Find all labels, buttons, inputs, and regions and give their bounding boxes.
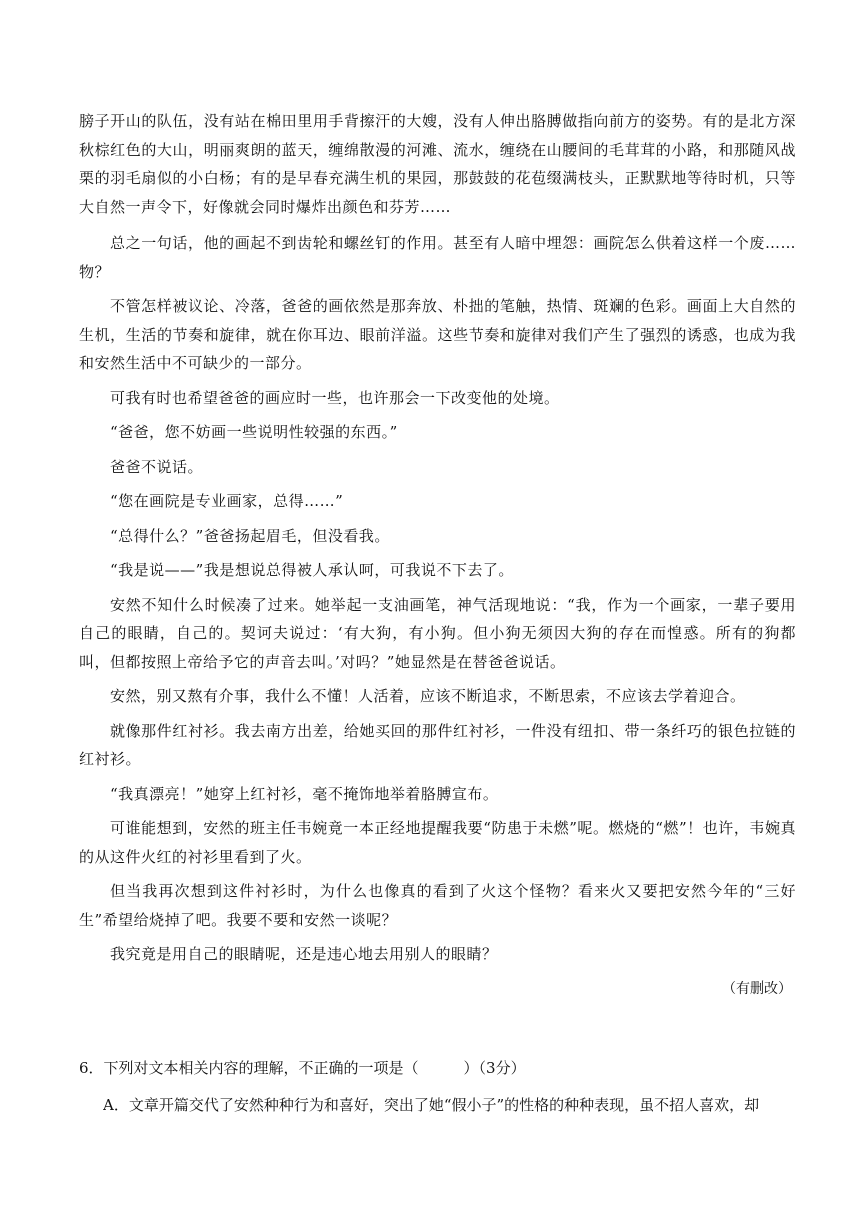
paragraph: 安然，别又熬有介事，我什么不懂！人活着，应该不断追求，不断思索，不应该去学着迎合。 [110,687,746,705]
source-note: （有删改） [722,980,792,997]
paragraph: “总得什么？”爸爸扬起眉毛，但没看我。 [110,526,390,545]
paragraph: 可我有时也希望爸爸的画应时一些，也许那会一下改变他的处境。 [110,388,560,407]
paragraph: “我真漂亮！”她穿上红衬衫，毫不掩饰地举着胳膊宣布。 [110,784,499,803]
paragraph: 安然不知什么时候凑了过来。她举起一支油画笔，神气活现地说：“我，作为一个画家，一辈子要用自己的眼睛，自己的。契诃夫说过：‘有大狗，有小狗。但小狗无须因大狗的存在而惶惑。所有的狗都叫，但都按照上帝给予它的声音去叫。’对吗？”她显然是在替爸爸说话。 [79,595,796,671]
paragraph: 就像那件红衬衫。我去南方出差，给她买回的那件红衬衫，一件没有纽扣、带一条纤巧的银色拉链的红衬衫。 [79,721,796,768]
paragraph: 爸爸不说话。 [110,457,204,476]
paragraph: 但当我再次想到这件衬衫时，为什么也像真的看到了火这个怪物？看来火又要把安然今年的“三好生”希望给烧掉了吧。我要不要和安然一谈呢？ [79,882,796,929]
option-a: A．文章开篇交代了安然种种行为和喜好，突出了她“假小子”的性格的种种表现，虽不招人喜欢，却 [103,1096,760,1114]
paragraph: “我是说——”我是想说总得被人承认呵，可我说不下去了。 [110,561,514,579]
paragraph: 我究竟是用自己的眼睛呢，还是违心地去用别人的眼睛？ [110,945,498,963]
paragraph: 总之一句话，他的画起不到齿轮和螺丝钉的作用。甚至有人暗中埋怨：画院怎么供着这样一个废……物？ [79,234,796,281]
paragraph: “爸爸，您不妨画一些说明性较强的东西。” [110,423,398,441]
paragraph: 可谁能想到，安然的班主任韦婉竟一本正经地提醒我要“防患于未燃”呢。燃烧的“燃”！也许，韦婉真的从这件火红的衬衫里看到了火。 [79,819,796,866]
paragraph: “您在画院是专业画家，总得……” [110,492,344,510]
article-body [79,107,796,1003]
question-6: 6．下列对文本相关内容的理解，不正确的一项是（ ）（3分） [79,1059,526,1077]
paragraph: 膀子开山的队伍，没有站在棉田里用手背擦汗的大嫂，没有人伸出胳膊做指向前方的姿势。有的是北方深秋棕红色的大山，明丽爽朗的蓝天，缠绵散漫的河滩、流水，缠绕在山腰间的毛茸茸的小路，和那随风战栗的羽毛扇似的小白杨；有的是早春充满生机的果园，那鼓鼓的花苞缀满枝头，正默默地等待时机，只等大自然一声令下，好像就会同时爆炸出颜色和芬芳…… [79,112,796,216]
paragraph: 不管怎样被议论、冷落，爸爸的画依然是那奔放、朴拙的笔触，热情、斑斓的色彩。画面上大自然的生机，生活的节奏和旋律，就在你耳边、眼前洋溢。这些节奏和旋律对我们产生了强烈的诱惑，也成为我和安然生活中不可缺少的一部分。 [79,297,796,372]
